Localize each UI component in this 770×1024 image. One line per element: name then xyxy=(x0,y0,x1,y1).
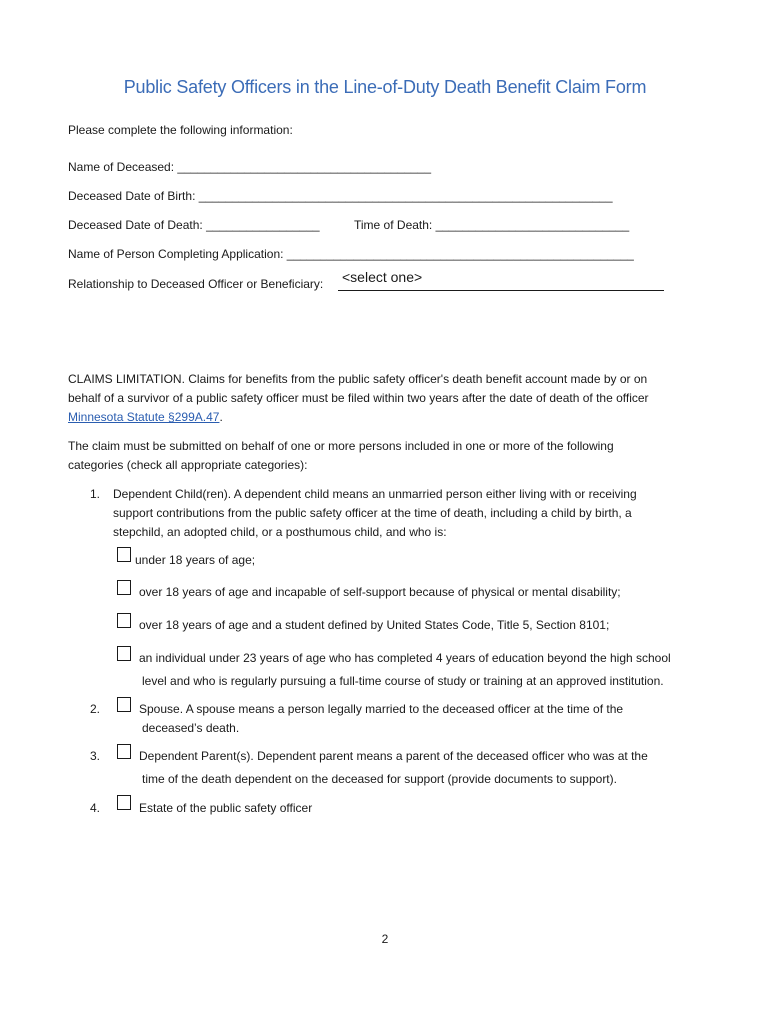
page-number: 2 xyxy=(381,932,389,946)
time-of-death-field[interactable]: Time of Death: _____________________________ xyxy=(354,218,630,232)
checkbox-under-23-education[interactable] xyxy=(117,646,131,661)
sub-over-18-disability: over 18 years of age and incapable of self-support because of physical or mental disability; xyxy=(139,585,621,599)
form-title: Public Safety Officers in the Line-of-Duty Death Benefit Claim Form xyxy=(123,77,647,97)
checkbox-spouse[interactable] xyxy=(117,697,131,712)
sub-under-23-line2: level and who is regularly pursuing a full-time course of study or training at an approved institution. xyxy=(142,674,664,688)
checkbox-dependent-parent[interactable] xyxy=(117,744,131,759)
checkbox-over-18-student[interactable] xyxy=(117,613,131,628)
category-2-line1: Spouse. A spouse means a person legally married to the deceased officer at the time of the xyxy=(139,702,624,716)
category-4-number: 4. xyxy=(90,801,101,815)
date-of-death-field[interactable]: Deceased Date of Death: _________________ xyxy=(68,218,320,232)
sub-under-18: under 18 years of age; xyxy=(135,553,256,567)
category-3-line1: Dependent Parent(s). Dependent parent means a parent of the deceased officer who was at the xyxy=(139,749,648,763)
sub-over-18-student: over 18 years of age and a student defined by United States Code, Title 5, Section 8101; xyxy=(139,618,610,632)
checkbox-under-18[interactable] xyxy=(117,547,131,562)
checkbox-estate[interactable] xyxy=(117,795,131,810)
checkbox-over-18-disability[interactable] xyxy=(117,580,131,595)
category-4-line1: Estate of the public safety officer xyxy=(139,801,313,815)
category-1-line3: stepchild, an adopted child, or a posthumous child, and who is: xyxy=(113,525,447,539)
relationship-label: Relationship to Deceased Officer or Beneficiary: xyxy=(68,277,324,291)
date-of-birth-field[interactable]: Deceased Date of Birth: ______________________________________________________________ xyxy=(68,189,613,203)
name-of-deceased-field[interactable]: Name of Deceased: ______________________________________ xyxy=(68,160,431,174)
claims-limitation-line1: CLAIMS LIMITATION. Claims for benefits from the public safety officer's death benefit account made by or on xyxy=(68,372,648,386)
statute-link[interactable]: Minnesota Statute §299A.47 xyxy=(68,410,220,424)
category-2-number: 2. xyxy=(90,702,101,716)
claims-limitation-line2: behalf of a survivor of a public safety officer must be filed within two years after the date of death of the officer xyxy=(68,391,649,405)
category-1-number: 1. xyxy=(90,487,101,501)
claim-intro-line2: categories (check all appropriate categories): xyxy=(68,458,308,472)
relationship-select[interactable]: <select one> xyxy=(338,268,664,291)
category-3-line2: time of the death dependent on the deceased for support (provide documents to support). xyxy=(142,772,617,786)
category-3-number: 3. xyxy=(90,749,101,763)
statute-line xyxy=(68,408,223,427)
sub-under-23-line1: an individual under 23 years of age who has completed 4 years of education beyond the high school xyxy=(139,651,671,665)
category-1-line2: support contributions from the public safety officer at the time of death, including a child by birth, a xyxy=(113,506,632,520)
statute-suffix: . xyxy=(219,410,223,424)
category-1-line1: Dependent Child(ren). A dependent child means an unmarried person either living with or receiving xyxy=(113,487,637,501)
category-2-line2: deceased’s death. xyxy=(142,721,240,735)
claim-intro-line1: The claim must be submitted on behalf of one or more persons included in one or more of the following xyxy=(68,439,614,453)
intro-text: Please complete the following information: xyxy=(68,123,293,137)
person-completing-field[interactable]: Name of Person Completing Application: ____________________________________________________ xyxy=(68,247,634,261)
